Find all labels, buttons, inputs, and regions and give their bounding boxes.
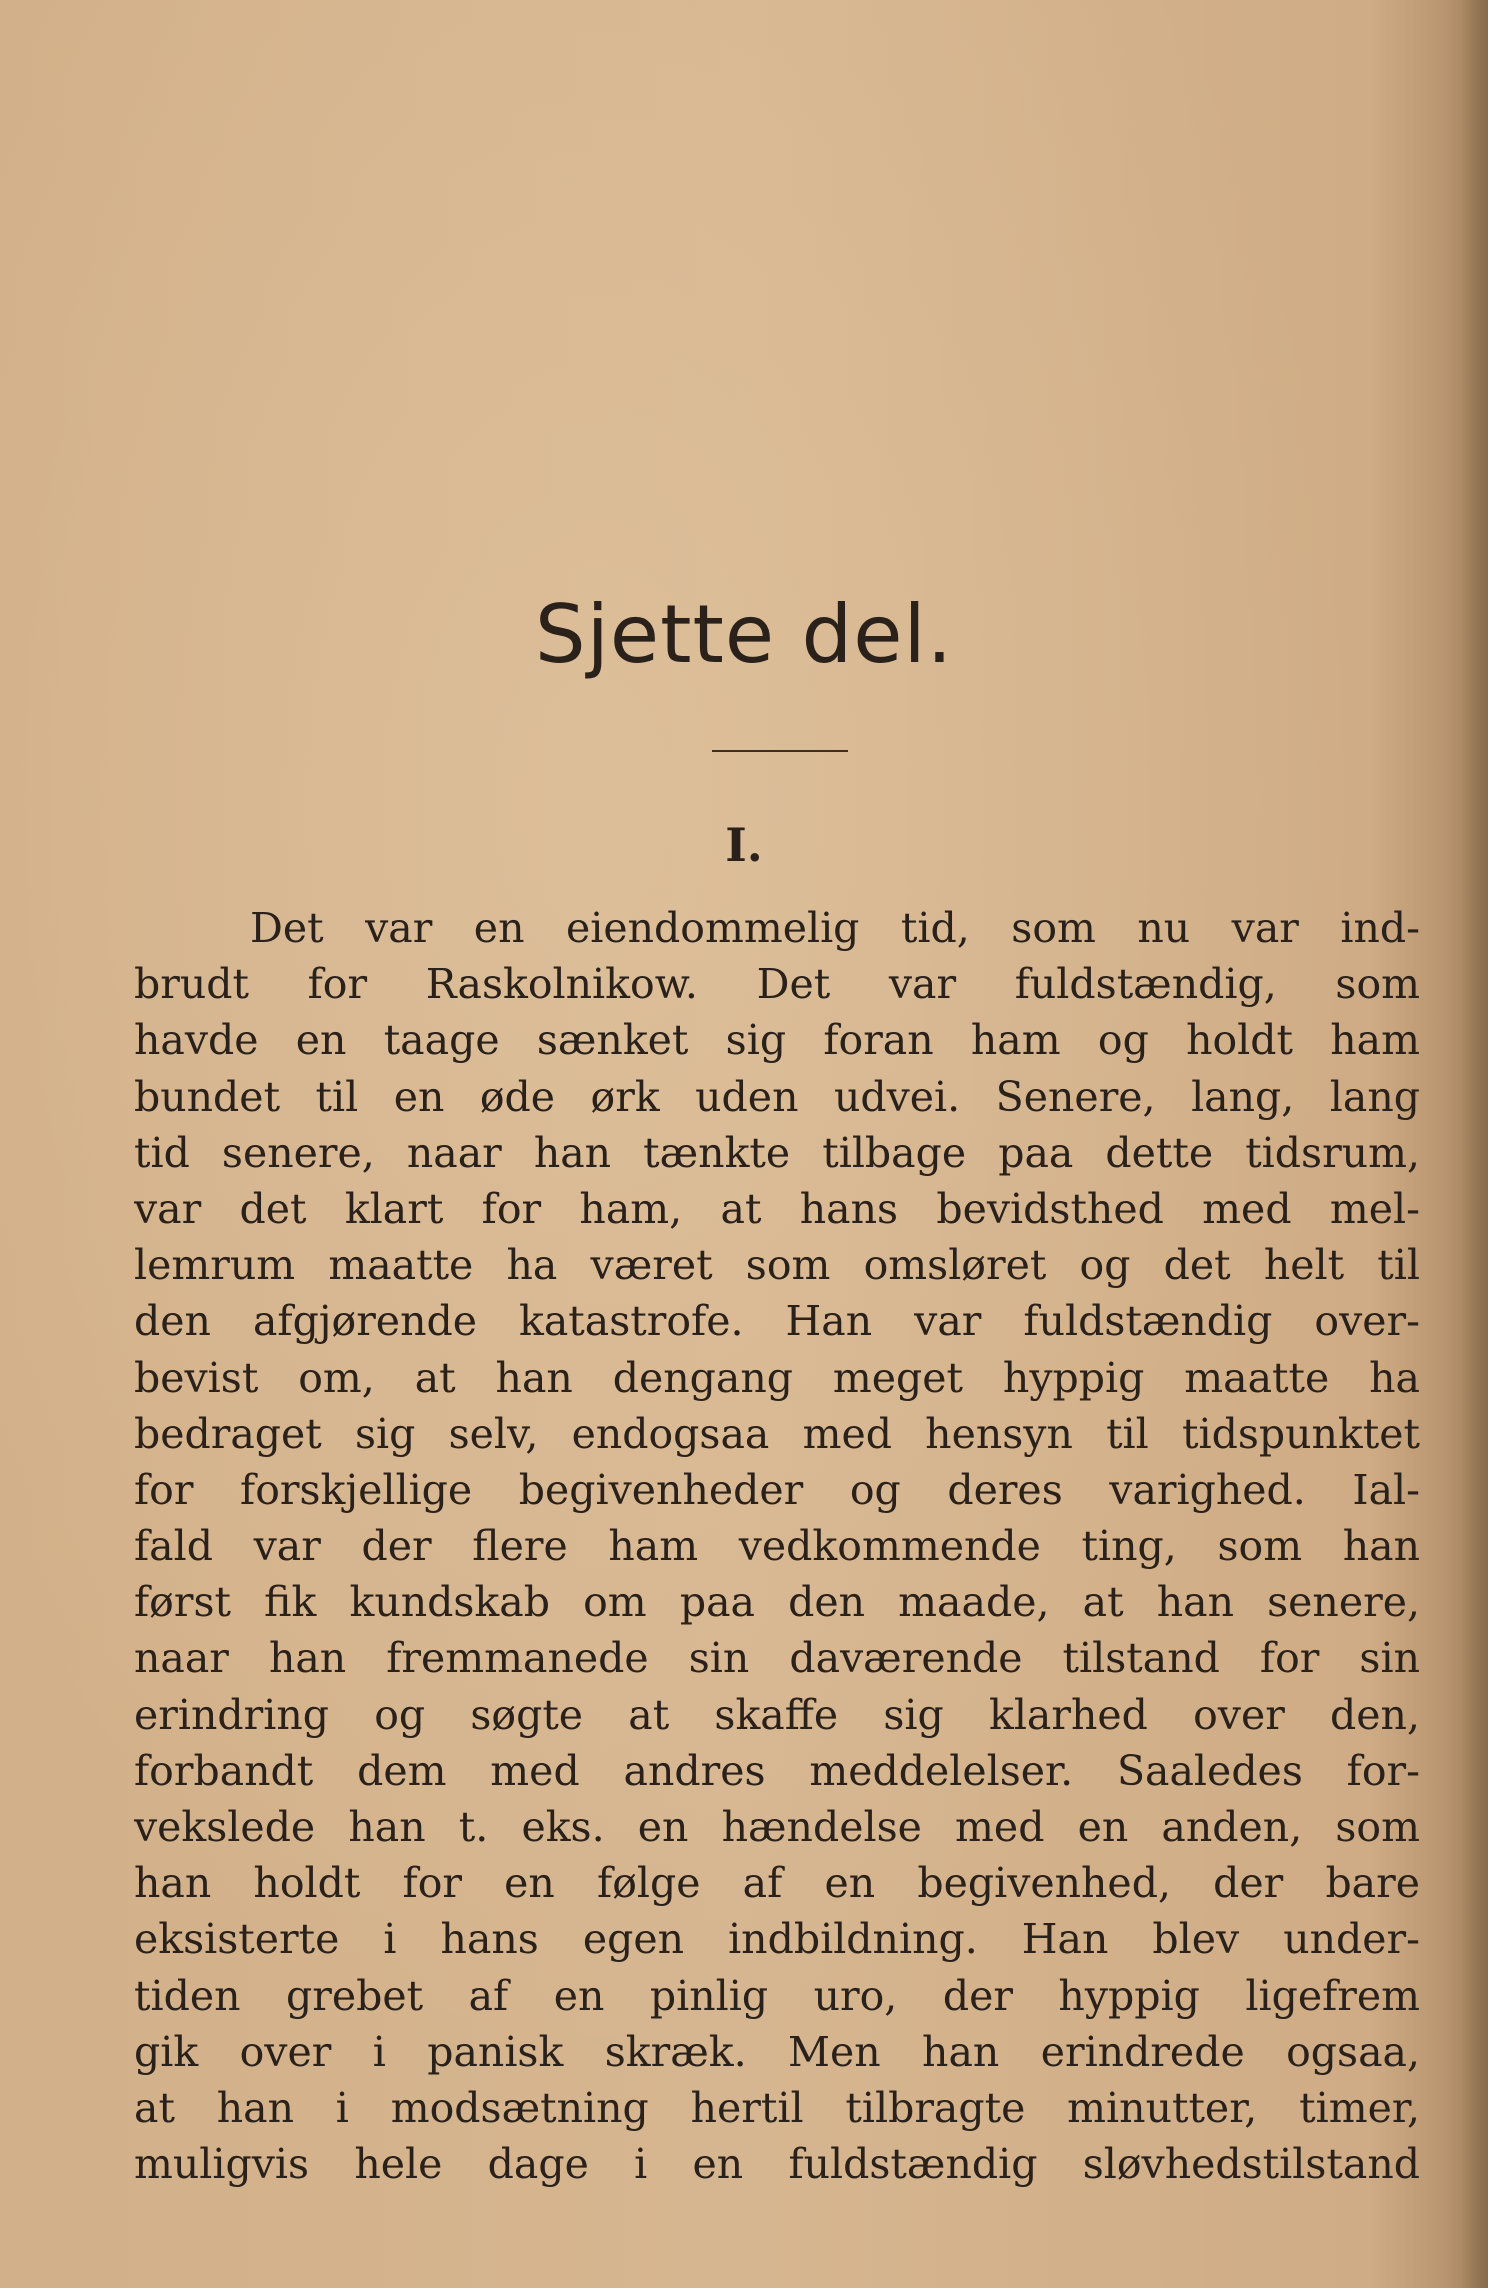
text-line: fald var der flere ham vedkommende ting, som han <box>134 1522 1420 1571</box>
text-line: forbandt dem med andres meddelelser. Saaledes for- <box>134 1746 1420 1795</box>
part-title: Sjette del. <box>534 588 954 681</box>
text-line: Det var en eiendommelig tid, som nu var ind- <box>250 904 1420 952</box>
text-line: at han i modsætning hertil tilbragte minutter, timer, <box>134 2083 1420 2132</box>
text-line: den afgjørende katastrofe. Han var fuldstændig over- <box>134 1297 1420 1346</box>
text-line: havde en taage sænket sig foran ham og holdt ham <box>134 1016 1420 1065</box>
text-line: han holdt for en følge af en begivenhed, der bare <box>134 1859 1420 1908</box>
text-line: var det klart for ham, at hans bevidsthed med mel- <box>134 1184 1420 1233</box>
text-line: først fik kundskab om paa den maade, at han senere, <box>134 1578 1420 1627</box>
text-line: eksisterte i hans egen indbildning. Han blev under- <box>134 1915 1420 1964</box>
text-line: bundet til en øde ørk uden udvei. Senere, lang, lang <box>134 1072 1420 1121</box>
body-text <box>134 900 1420 2192</box>
title-divider <box>712 750 848 752</box>
text-line: muligvis hele dage i en fuldstændig sløvhedstilstand <box>134 2140 1420 2189</box>
text-line: naar han fremmanede sin daværende tilstand for sin <box>134 1634 1420 1683</box>
text-line: for forskjellige begivenheder og deres varighed. Ial- <box>134 1465 1420 1514</box>
text-line: gik over i panisk skræk. Men han erindrede ogsaa, <box>134 2027 1420 2076</box>
text-line: brudt for Raskolnikow. Det var fuldstændig, som <box>134 960 1420 1009</box>
chapter-number: I. <box>725 818 763 872</box>
text-line: tid senere, naar han tænkte tilbage paa dette tidsrum, <box>134 1128 1420 1177</box>
text-line: bedraget sig selv, endogsaa med hensyn til tidspunktet <box>134 1409 1420 1458</box>
text-line: vekslede han t. eks. en hændelse med en anden, som <box>134 1803 1420 1851</box>
text-line: tiden grebet af en pinlig uro, der hyppig ligefrem <box>134 1971 1420 2020</box>
page-edge-shadow <box>1460 0 1488 2288</box>
text-line: bevist om, at han dengang meget hyppig maatte ha <box>134 1353 1420 1402</box>
text-line: lemrum maatte ha været som omsløret og det helt til <box>134 1241 1420 1290</box>
text-line: erindring og søgte at skaffe sig klarhed over den, <box>134 1690 1420 1739</box>
